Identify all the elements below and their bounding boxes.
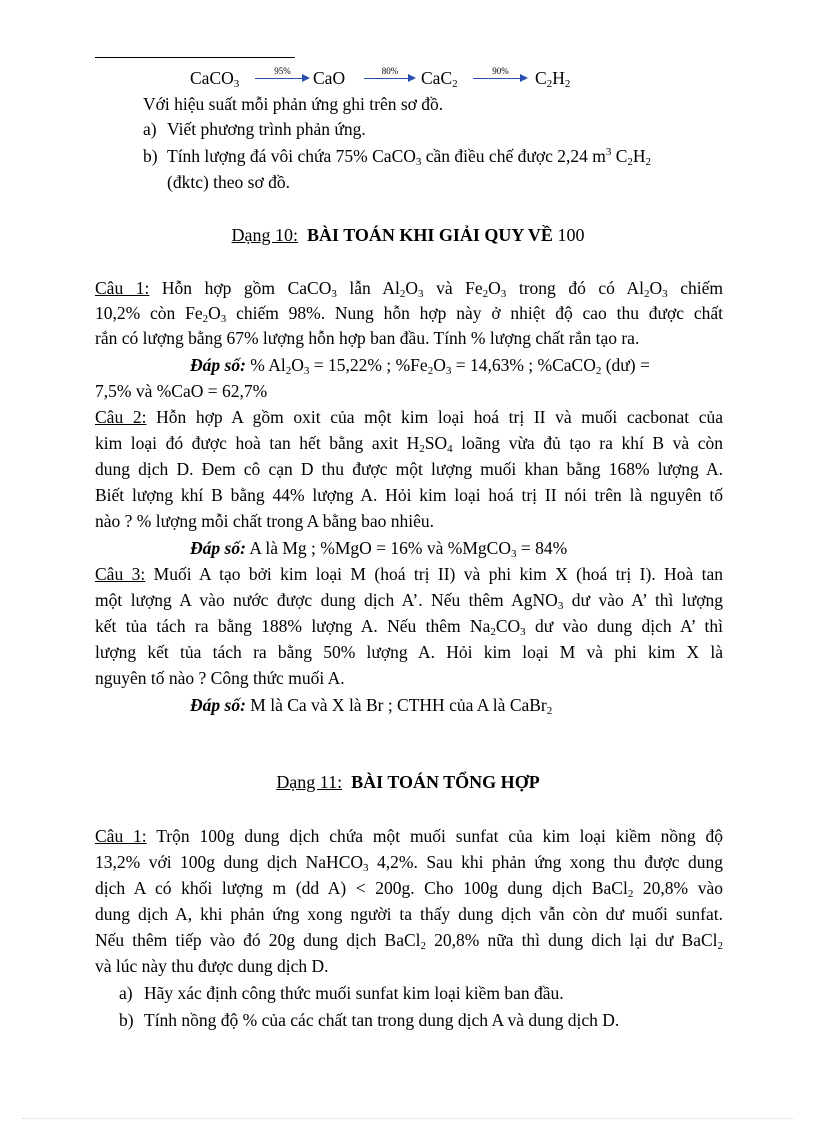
d10-cau1-line1: Câu 1: Hỗn hợp gồm CaCO$_3$ lẫn $Al_2O_3$ và $Fe_2O_3$ trong đó có $Al_2O_3$ chiếm	[95, 278, 723, 300]
d10-cau3-line3: kết tủa tách ra bằng 188% lượng A. Nếu thêm $Na_2CO_3$ dư vào dung dịch A’ thì	[95, 616, 723, 638]
d11-cau1-line1: Câu 1: Trộn 100g dung dịch chứa một muối sunfat của kim loại kiềm nồng độ	[95, 826, 723, 846]
d10-cau3-line4: lượng kết tủa tách ra bằng 50% lượng A. Hỏi kim loại M và phi kim X là	[95, 642, 723, 662]
intro-qa-text: Viết phương trình phản ứng.	[167, 119, 366, 139]
d10-cau2-line5: nào ? % lượng mỗi chất trong A bằng bao nhiêu.	[95, 511, 435, 531]
page-bottom-dotted-border	[22, 1118, 794, 1119]
d10-cau3-line1: Câu 3: Muối A tạo bởi kim loại M (hoá trị II) và phi kim X (hoá trị I). Hoà tan	[95, 564, 723, 584]
d10-cau3-line5: nguyên tố nào ? Công thức muối A.	[95, 668, 345, 688]
heading-dang-11: Dạng 11: BÀI TOÁN TỔNG HỢP	[276, 772, 540, 792]
d10-cau1-answer-line2: 7,5% và %CaO = 62,7%	[95, 381, 268, 401]
d11-cau1-qa-label: a)	[119, 983, 133, 1003]
arrow-90	[473, 66, 528, 86]
d10-cau2-line3: dung dịch D. Đem cô cạn D thu được một lượng muối khan bằng 168% lượng A.	[95, 459, 723, 479]
scheme-caco3: CaCO$_3$	[190, 68, 240, 90]
arrow-95-label: 95%	[274, 66, 291, 76]
arrow-95	[255, 66, 310, 86]
d10-cau1-answer: Đáp số: % $Al_2O_3 = 15,22\%$ ; $\%Fe_2O_3 = 14,63\%$ ; %CaCO$_2$ (dư) =	[190, 355, 650, 377]
d11-cau1-qa: Hãy xác định công thức muối sunfat kim loại kiềm ban đầu.	[144, 983, 564, 1003]
scheme-cac2: CaC$_2$	[421, 68, 458, 90]
efficiency-note: Với hiệu suất mỗi phản ứng ghi trên sơ đồ.	[143, 94, 444, 114]
arrow-80	[364, 66, 416, 86]
arrow-80-label: 80%	[381, 66, 399, 76]
d10-cau1-line2: 10,2% còn $Fe_2O_3$ chiếm 98%. Nung hỗn hợp này ở nhiệt độ cao thu được chất	[95, 303, 723, 325]
d11-cau1-line3: dịch A có khối lượng m (dd A) < 200g. Cho 100g dung dịch BaCl$_2$ 20,8% vào	[95, 878, 723, 900]
d10-cau3-line2: một lượng A vào nước được dung dịch A’. Nếu thêm AgNO$_3$ dư vào A’ thì lượng	[95, 590, 723, 612]
d10-cau2-answer: Đáp số: A là Mg ; %MgO = 16% và %MgCO$_3$ = 84%	[190, 538, 568, 560]
d10-cau3-answer: Đáp số: M là Ca và X là Br ; CTHH của A là CaBr$_2$	[190, 695, 553, 717]
d11-cau1-line6: và lúc này thu được dung dịch D.	[95, 956, 329, 976]
d10-cau2-line2: kim loại đó được hoà tan hết bằng axit $H_2SO_4$ loãng vừa đủ tạo ra khí B và còn	[95, 433, 723, 455]
d11-cau1-line2: 13,2% với 100g dung dịch NaHCO$_3$ 4,2%. Sau khi phản ứng xong thu được dung	[95, 852, 723, 874]
arrow-90-label: 90%	[492, 66, 509, 76]
d10-cau2-line4: Biết lượng khí B bằng 44% lượng A. Hỏi kim loại hoá trị II nói trên là nguyên tố	[95, 485, 723, 505]
scheme-cao: CaO	[313, 68, 346, 88]
top-rule	[95, 57, 295, 58]
d10-cau1-line3: rắn có lượng bằng 67% lượng hỗn hợp ban đầu. Tính % lượng chất rắn tạo ra.	[95, 328, 640, 348]
scheme-c2h2: $C_2H_2$	[535, 68, 571, 90]
heading-dang-10: Dạng 10: BÀI TOÁN KHI GIẢI QUY VỀ 100	[231, 225, 585, 245]
intro-qb-text: Tính lượng đá vôi chứa 75% CaCO$_3$ cần điều chế được 2,24 $m^3$ $C_2H_2$	[167, 146, 652, 168]
d11-cau1-line5: Nếu thêm tiếp vào đó 20g dung dịch BaCl$_2$ 20,8% nữa thì dung dich lại dư BaCl$_2$	[95, 930, 723, 952]
intro-qa-label: a)	[143, 119, 157, 139]
d11-cau1-qb-label: b)	[119, 1010, 134, 1030]
intro-qb-line2: (đktc) theo sơ đồ.	[167, 172, 290, 192]
d11-cau1-line4: dung dịch A, khi phản ứng xong người ta thấy dung dịch vẫn còn dư muối sunfat.	[95, 904, 723, 924]
d10-cau2-line1: Câu 2: Hỗn hợp A gồm oxit của một kim loại hoá trị II và muối cacbonat của	[95, 407, 724, 427]
d11-cau1-qb: Tính nồng độ % của các chất tan trong dung dịch A và dung dịch D.	[144, 1010, 620, 1030]
intro-qb-label: b)	[143, 146, 158, 166]
